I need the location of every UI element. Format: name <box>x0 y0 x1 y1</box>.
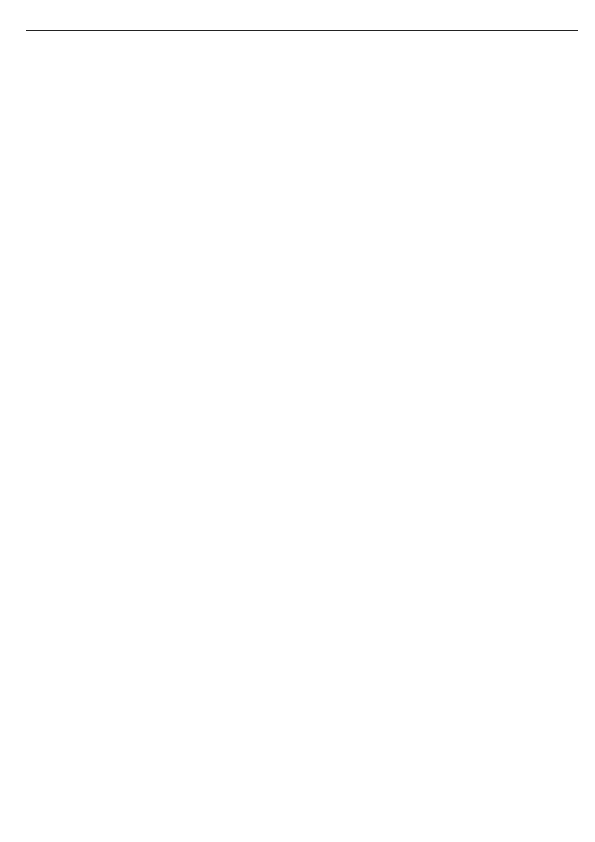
declaration-page <box>26 30 578 798</box>
